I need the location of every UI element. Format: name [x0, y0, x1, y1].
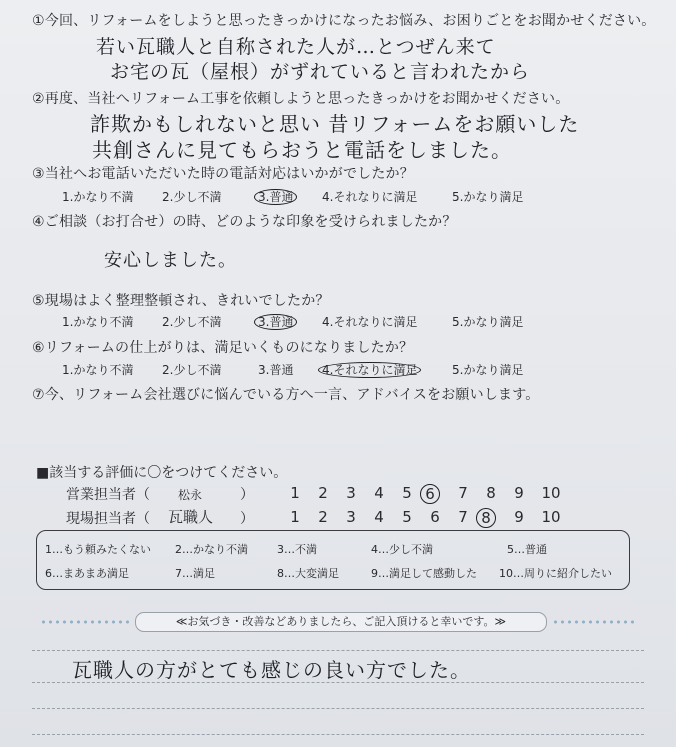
site-score-7[interactable]: 7 — [458, 508, 468, 526]
sales-score-3[interactable]: 3 — [346, 484, 356, 502]
site-score-9[interactable]: 9 — [514, 508, 524, 526]
sales-score-5[interactable]: 5 — [402, 484, 412, 502]
answer-2-line-1: 詐欺かもしれないと思い 昔リフォームをお願いした — [90, 112, 580, 136]
comment-line-3 — [32, 708, 644, 709]
legend-item-8: 8…大変満足 — [277, 567, 339, 580]
site-score-1[interactable]: 1 — [290, 508, 300, 526]
rating-legend — [36, 530, 630, 590]
site-score-3[interactable]: 3 — [346, 508, 356, 526]
sales-staff-label: 営業担当者（ — [66, 487, 150, 503]
comment-text: 瓦職人の方がとても感じの良い方でした。 — [72, 658, 471, 682]
q6-option-5[interactable]: 5.かなり満足 — [452, 363, 524, 377]
q5-option-4[interactable]: 4.それなりに満足 — [322, 315, 418, 329]
question-7: ⑦今、リフォーム会社選びに悩んでいる方へ一言、アドバイスをお願いします。 — [32, 387, 540, 403]
q5-option-3-selected[interactable]: 3.普通 — [258, 313, 297, 330]
site-score-10[interactable]: 10 — [541, 508, 561, 526]
q6-option-4-selected[interactable]: 4.それなりに満足 — [322, 361, 421, 378]
legend-item-4: 4…少し不満 — [371, 543, 433, 556]
q3-option-1[interactable]: 1.かなり不満 — [62, 190, 134, 204]
sales-score-2[interactable]: 2 — [318, 484, 328, 502]
site-score-4[interactable]: 4 — [374, 508, 384, 526]
banner-dots-left — [40, 620, 130, 624]
site-score-8-selected[interactable]: 8 — [476, 508, 496, 528]
site-staff-name: 瓦職人 — [168, 508, 214, 526]
answer-2-line-2: 共創さんに見てもらおうと電話をしました。 — [92, 138, 512, 162]
question-3: ③当社へお電話いただいた時の電話対応はいかがでしたか？ — [32, 166, 414, 182]
comment-banner: ≪お気づき・改善などありましたら、ご記入頂けると幸いです。≫ — [135, 612, 547, 632]
question-5: ⑤現場はよく整理整頓され、きれいでしたか？ — [32, 293, 330, 309]
site-score-6[interactable]: 6 — [430, 508, 440, 526]
sales-staff-close: ） — [240, 487, 254, 503]
legend-item-10: 10…周りに紹介したい — [499, 567, 612, 580]
q6-option-1[interactable]: 1.かなり不満 — [62, 363, 134, 377]
question-6: ⑥リフォームの仕上がりは、満足いくものになりましたか？ — [32, 340, 414, 356]
q6-option-3[interactable]: 3.普通 — [258, 363, 294, 377]
legend-item-6: 6…まあまあ満足 — [45, 567, 129, 580]
question-2: ②再度、当社へリフォーム工事を依頼しようと思ったきっかけをお聞かせください。 — [32, 91, 570, 107]
question-1: ①今回、リフォームをしようと思ったきっかけになったお悩み、お困りごとをお聞かせください。 — [32, 13, 656, 29]
banner-dots-right — [552, 620, 638, 624]
q6-option-2[interactable]: 2.少し不満 — [162, 363, 222, 377]
legend-item-3: 3…不満 — [277, 543, 317, 556]
answer-4: 安心しました。 — [104, 250, 237, 271]
legend-item-5: 5…普通 — [507, 543, 547, 556]
legend-item-2: 2…かなり不満 — [175, 543, 248, 556]
q3-option-4[interactable]: 4.それなりに満足 — [322, 190, 418, 204]
sales-score-1[interactable]: 1 — [290, 484, 300, 502]
answer-1-line-2: お宅の瓦（屋根）がずれていると言われたから — [110, 61, 531, 83]
sales-score-4[interactable]: 4 — [374, 484, 384, 502]
sales-score-7[interactable]: 7 — [458, 484, 468, 502]
sales-staff-name: 松永 — [178, 488, 203, 502]
site-score-2[interactable]: 2 — [318, 508, 328, 526]
q5-option-5[interactable]: 5.かなり満足 — [452, 315, 524, 329]
sales-score-10[interactable]: 10 — [541, 484, 561, 502]
q5-option-2[interactable]: 2.少し不満 — [162, 315, 222, 329]
answer-1-line-1: 若い瓦職人と自称された人が…とつぜん来て — [96, 36, 496, 58]
comment-line-2 — [32, 682, 644, 683]
legend-item-1: 1…もう頼みたくない — [45, 543, 151, 556]
q3-option-3-selected[interactable]: 3.普通 — [258, 188, 297, 205]
comment-line-1 — [32, 650, 644, 651]
staff-rating-title: ■該当する評価に〇をつけてください。 — [36, 465, 288, 481]
site-score-5[interactable]: 5 — [402, 508, 412, 526]
sales-score-6-selected[interactable]: 6 — [420, 484, 440, 504]
q5-option-1[interactable]: 1.かなり不満 — [62, 315, 134, 329]
q3-option-2[interactable]: 2.少し不満 — [162, 190, 222, 204]
comment-line-4 — [32, 734, 644, 735]
site-staff-label: 現場担当者（ — [66, 511, 150, 527]
sales-score-9[interactable]: 9 — [514, 484, 524, 502]
legend-item-7: 7…満足 — [175, 567, 215, 580]
legend-item-9: 9…満足して感動した — [371, 567, 477, 580]
site-staff-close: ） — [240, 511, 254, 527]
sales-score-8[interactable]: 8 — [486, 484, 496, 502]
q3-option-5[interactable]: 5.かなり満足 — [452, 190, 524, 204]
question-4: ④ご相談（お打合せ）の時、どのような印象を受けられましたか？ — [32, 214, 457, 230]
